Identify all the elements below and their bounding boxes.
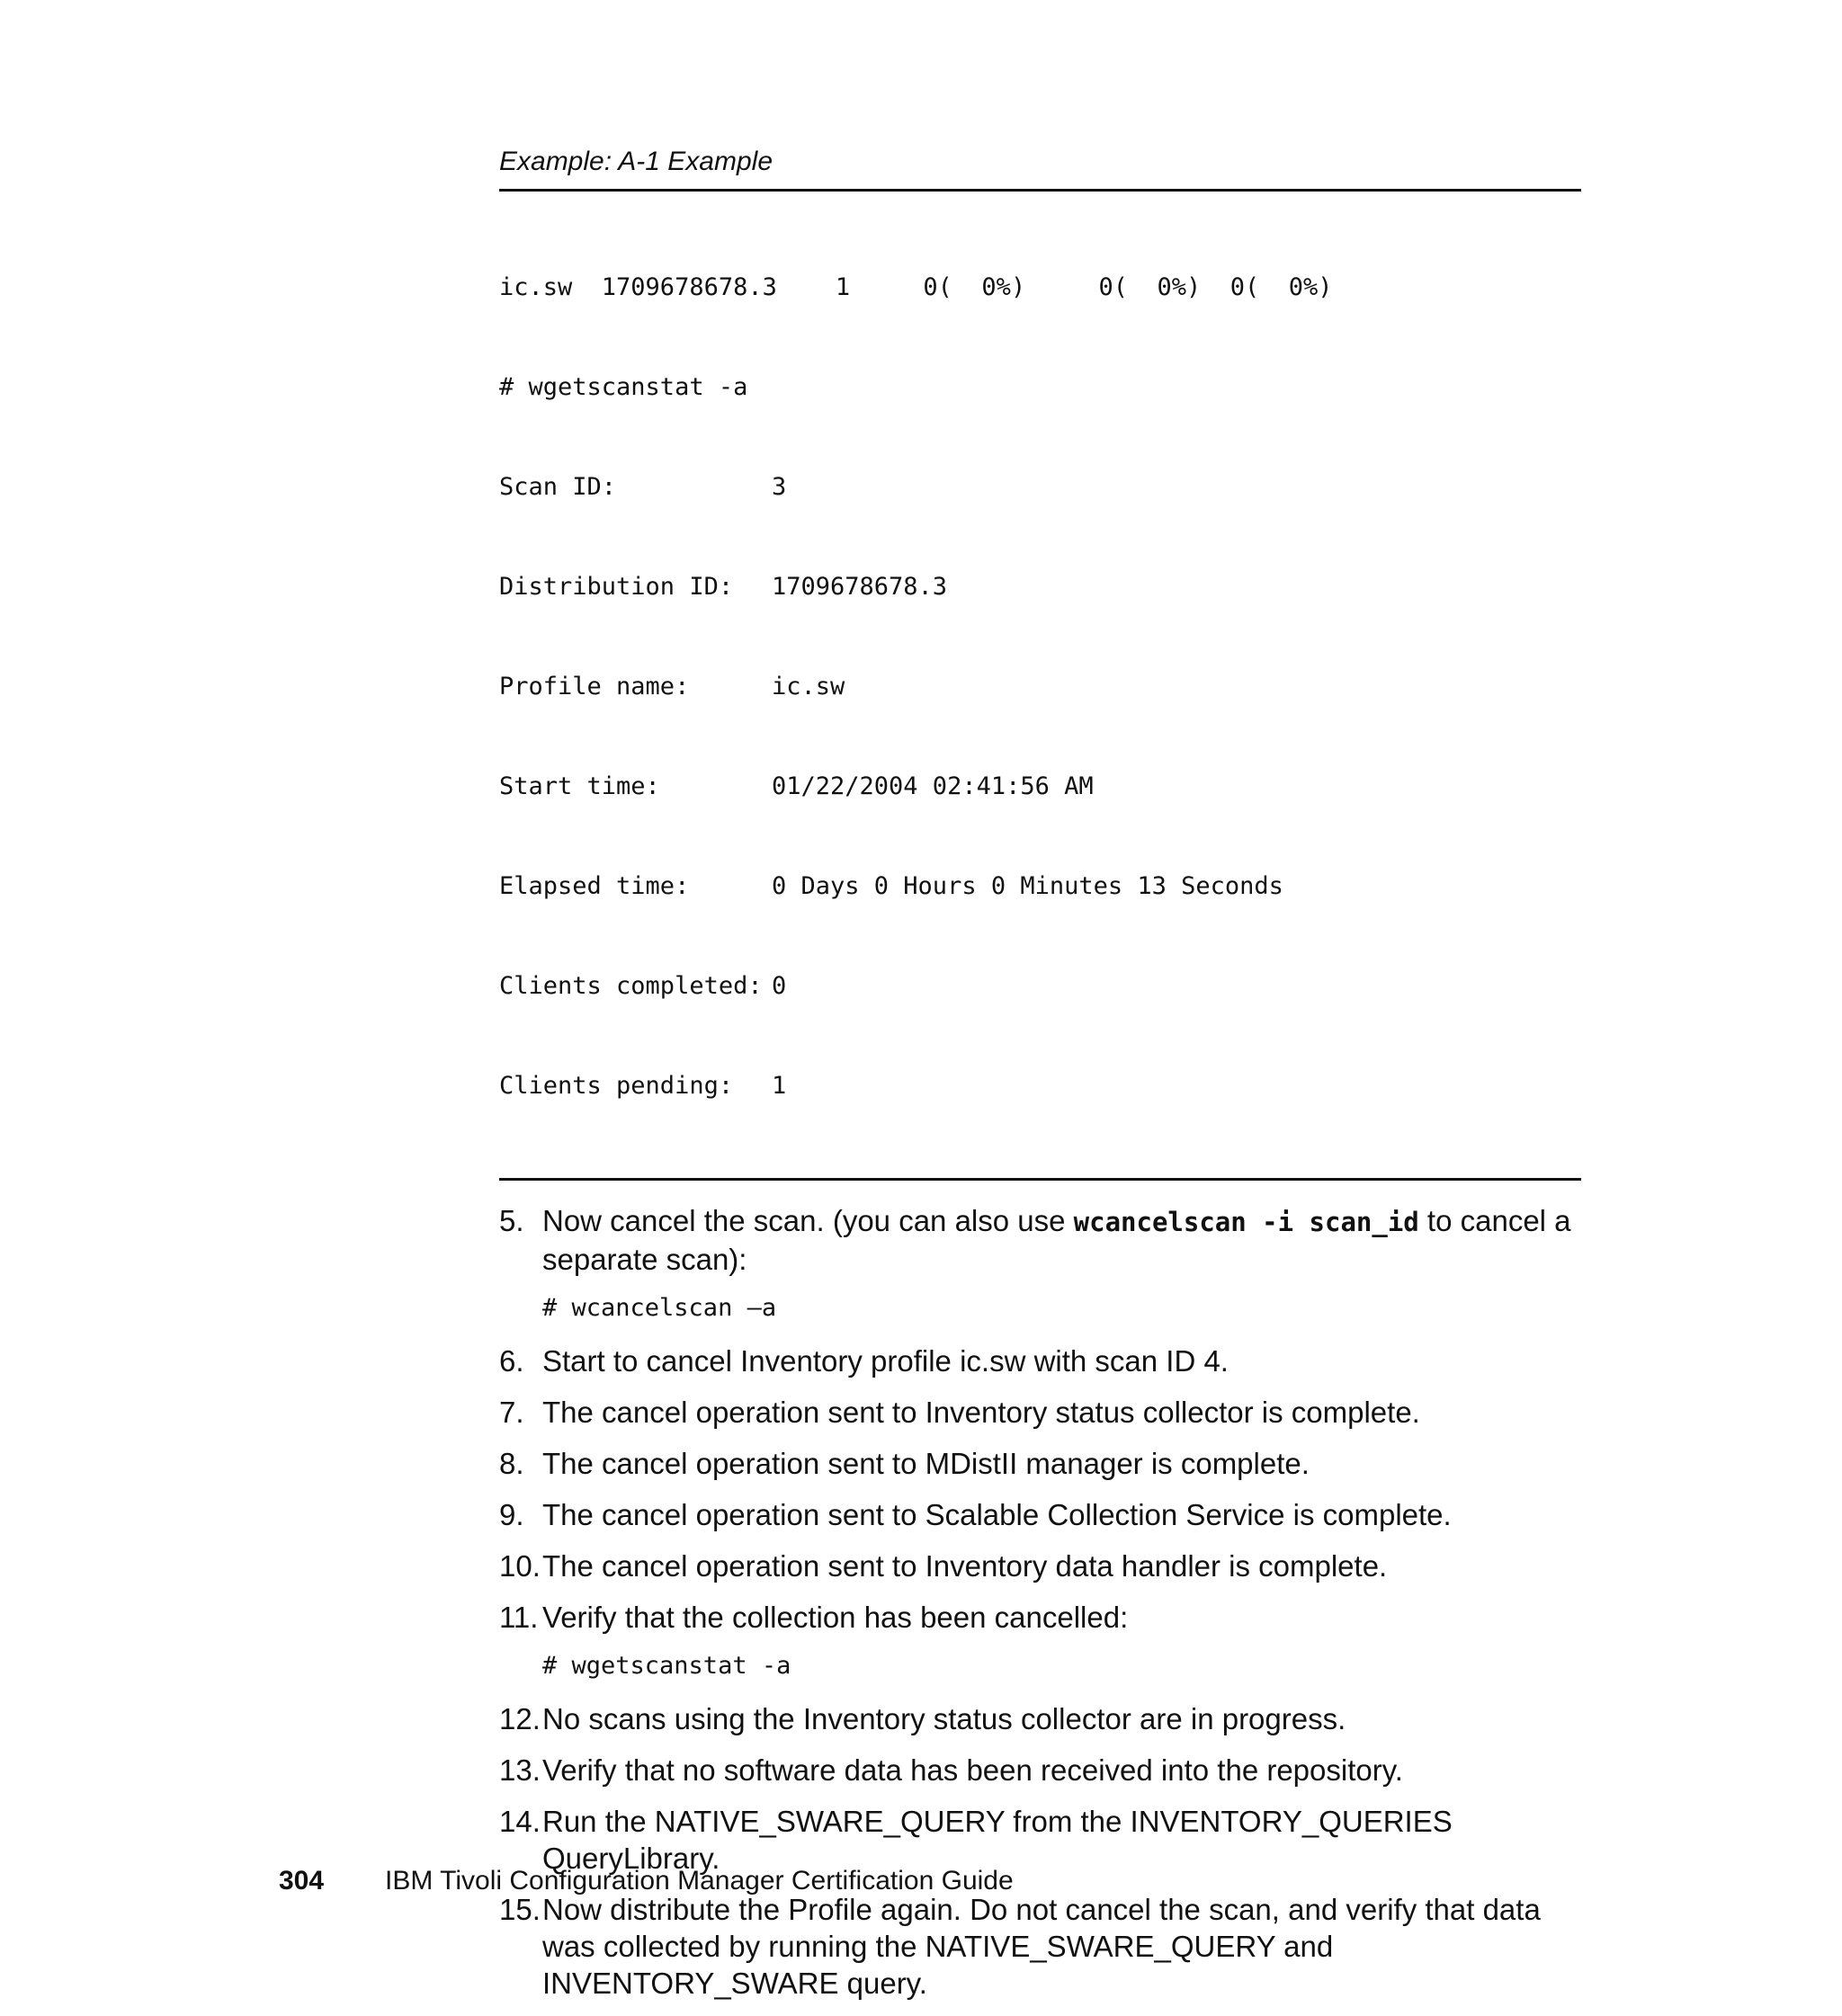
page-number: 304 [279,1866,325,1896]
example-field [499,470,1581,504]
step-number: 12. [499,1702,541,1735]
field-key: Profile name: [499,673,690,700]
step-item [499,1202,1581,1325]
example-bottom-rule [499,1178,1581,1181]
example-field [499,1069,1581,1102]
step-number: 9. [499,1498,524,1531]
step-number: 13. [499,1753,541,1787]
step-text: Now distribute the Profile again. Do not cancel the scan, and verify that data was collected by running the NATIVE_SWARE_QUERY and INVENTORY_SWARE query. [542,1893,1541,2000]
example-field [499,969,1581,1003]
field-value: 01/22/2004 02:41:56 AM [772,772,1094,800]
step-text: The cancel operation sent to MDistII manager is complete. [542,1447,1310,1480]
step-item [499,1445,1581,1482]
step-number: 8. [499,1447,524,1480]
step-item [499,1599,1581,1682]
field-key: Scan ID: [499,473,617,501]
code-line: # wcancelscan –a [542,1294,777,1322]
step-text: Run the NATIVE_SWARE_QUERY from the INVENTORY_QUERIES QueryLibrary. [542,1805,1453,1875]
field-value: 1 [772,1072,787,1100]
step-text: Verify that the collection has been cancelled: [542,1601,1129,1634]
step-text: The cancel operation sent to Inventory status collector is complete. [542,1396,1420,1429]
field-value: 1709678678.3 [772,573,948,601]
field-value: 0 [772,972,787,1000]
field-key: Distribution ID: [499,573,734,601]
step-item [499,1700,1581,1737]
example-block [499,192,1581,1178]
step-text: Start to cancel Inventory profile ic.sw with scan ID 4. [542,1344,1229,1378]
step-number: 14. [499,1805,541,1838]
step-number: 15. [499,1893,541,1926]
code-line: # wgetscanstat -a [542,1652,791,1680]
step-number: 10. [499,1549,541,1583]
step-number: 6. [499,1344,524,1378]
step-item [499,1496,1581,1533]
example-field [499,770,1581,803]
field-key: Start time: [499,772,660,800]
step-text: The cancel operation sent to Inventory data handler is complete. [542,1549,1388,1583]
step-item [499,1548,1581,1584]
example-field [499,670,1581,703]
step-item [499,1752,1581,1789]
step-number: 5. [499,1204,524,1237]
example-field [499,870,1581,903]
example-caption: Example: A-1 Example [499,147,773,176]
field-key: Clients pending: [499,1072,734,1100]
page-footer [279,1863,1014,1899]
step-text-after: to cancel a separate scan): [542,1204,1571,1276]
book-title: IBM Tivoli Configuration Manager Certification Guide [385,1866,1014,1896]
step-text-before: Now cancel the scan. (you can also use [542,1204,1074,1237]
step-number: 11. [499,1601,539,1634]
step-text [542,1202,1581,1278]
field-key: Elapsed time: [499,872,690,900]
example-first-line: ic.sw 1709678678.3 1 0( 0%) 0( 0%) 0( 0%) [499,273,1333,301]
field-value: 0 Days 0 Hours 0 Minutes 13 Seconds [772,872,1283,900]
example-command: # wgetscanstat -a [499,373,748,401]
field-key: Clients completed: [499,972,763,1000]
step-text: The cancel operation sent to Scalable Collection Service is complete. [542,1498,1452,1531]
field-value: ic.sw [772,673,845,700]
example-field [499,570,1581,603]
step-text: No scans using the Inventory status collector are in progress. [542,1702,1346,1735]
inline-command: wcancelscan -i scan_id [1073,1207,1419,1237]
step-item [499,1343,1581,1379]
page-content [499,144,1581,2016]
step-text: Verify that no software data has been received into the repository. [542,1753,1403,1787]
step-number: 7. [499,1396,524,1429]
field-value: 3 [772,473,787,501]
step-item [499,1891,1581,2002]
step-item [499,1394,1581,1431]
